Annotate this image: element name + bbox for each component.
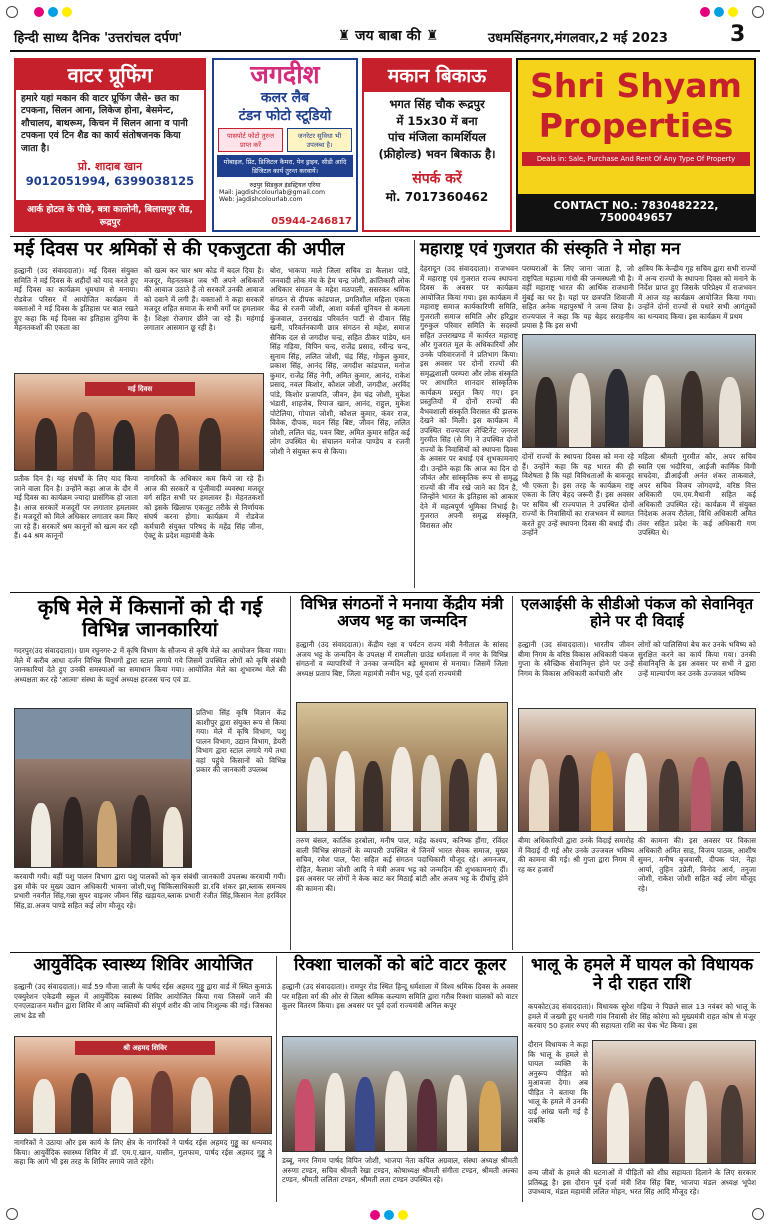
color-mark-icon [398,1210,408,1220]
headline-krishi: कृषि मेले में किसानों को दी गई विभिन्न जानकारियां [37,595,263,642]
lic-photo [518,708,756,832]
person-figure [307,757,327,831]
person-figure [605,369,629,447]
person-figure [643,375,665,447]
may-day-col3: बोरा, भाकपा माले जिला सचिव डा कैलाश पांडे, जनवादी लोक मंच के हेम चन्द्र जोशी, क्रांतिकारी लोक अधिकार संगठन के महेश मठपाली, ससरकर श्रमिक संगठन से दीपक कांडपाल, प्रगतिशील महिला एकता केंद्र से रजनी जोशी, आशा वर्कर्स यूनियन से कमला कुंजवाल, उत्तराखंड परिवर्तन पार्टी से दीवान सिंह खनी, परिवर्तनकामी छात्र संगठन से महेश, समाज सैनिक दल से जगदीश चन्द्र, सहित ठीकर पांडेय, धन सिंह गड़िया, विपिन चन्द, राजेंद्र प्रसाद, रवीन्द्र चन्द, सुनाम सिंह, ललित जोशी, चंद्र सिंह, गोकुल कुमार, प्रकाश सिंह, आनंद सिंह, जगदीश कांडपाल, मनोज कुमार, राजेंद्र सिंह नेगी, अमित कुमार, आनंद, राकेश प्रसाद, नवल किशोर, कौशल जोशी, जगदीश, अरविंद पांडे, किशोर प्रजापति, जीवन, हेम चंद्र जोशी, मुकेश भंडारी, शाहजेब, रियाज खान, आनंद, राहुल, मुकेश पोटेलिया, गोपाल जोशी, कौशल कुमार, कंवर राज, विवेक, दीपक, मदन सिंह बिष्ट, जीवन सिंह, ललित जोशी, ललित चंद्र, पवन बिष्ट, अमित कुमार सहित कई लोग उपस्थित थे। संचालन मनोज पाण्डेय व रजनी जोशी ने संयुक्त रूप से किया। [270,266,410,456]
bhalu-lead: कपकोट(उद संवाददाता)। विधायक सुरेश गड़िया ने पिछले साल 13 नवंबर को भालू के हमले में जख्मी हुए धनारी गांव निवासी शेर सिंह कोरंगा को मुख्यमंत्री राहत कोष से मंजूर करवाए 50 हजार रुपए की सहायता राशि का चेक भेंट किया। इस [528,1002,756,1030]
headline-birthday: विभिन्न संगठनों ने मनाया केंद्रीय मंत्री अजय भट्ट का जन्मदिन [300,595,504,631]
ad-jagdish [212,58,358,232]
person-figure [535,377,557,447]
bhalu-photo [592,1040,756,1164]
paper-name: हिन्दी साध्य दैनिक 'उत्तरांचल दर्पण' [14,31,183,46]
maharashtra-col3b: महिला श्रीमती गुरमीत कौर, अपर सचिव स्वाति एस भदौरिया, आईजी कार्मिक विमी सचदेवा, डीआईजी अनंत शंकर ताकवाले, अपर सचिव विजय जोगदण्डे, वरिष्ठ वित्त अधिकारी एम.एम.मैथानी सहित कई अधिकारी उपस्थित रहे। कार्यक्रम में संयुक्त निदेशक अजय रौतेला, विधि अधिकारी अमित तंवर सहित प्रदेश के कई अधिकारी गण उपस्थित थे। [638,452,756,537]
person-figure [559,755,579,831]
ad-jagdish-email: Mail: jagdishcolourlab@gmail.com [219,189,326,196]
may-day-photo [14,373,264,471]
person-figure [391,747,413,831]
birthday-names: तरुण बंसल, कार्तिक हरबोला, मनीष पाल, महेंद्र कश्यप, कनिष्क हौंगा, रविंदर बाली विभिन्न संगठनों के व्यापारी उपस्थित थे जिनमें भारत सेवक समाज, मुख्य सचिव, रमेश पाल, पैरा सहित कई संगठन पदाधिकारी मौजूद रहे। अमनजय, रोहित, कैलाश जोशी आदि ने मंत्री अजय भट्ट को जन्मदिन की शुभकामनाएं दीं। इस अवसर पर लोगों ने केक काट कर मिठाई बांटी और अजय भट्ट के दीर्घायु होने की कामना की। [296,836,508,893]
person-figure [625,753,647,831]
may-day-banner: मई दिवस [85,382,195,396]
ayurved-lead: हल्द्वानी (उद संवाददाता)। वार्ड 59 गौजा जाली के पार्षद रईस अहमद गुड्डू द्वारा वार्ड में स्थित कुमाऊं एक्युरेशन एकेडमी स्कूल में आयुर्वेदिक स्वास्थ्य शिविर आयोजित किया गया जिसमें जानें की एनएलडाजन मशीन द्वारा शिविर में आए व्यक्तियों की संपूर्ण शरीर की जांच निःशुल्क की गई। जिसका लाभ ढेड सौ [14,982,272,1020]
person-figure [199,418,221,470]
lic-col2b: की कामना की। इस अवसर पर विकास अधिकारी अमित साह, विजय पाठक, आशीष सुमन, मनीष बृजवासी, दीपक पंत, नेहा आर्या, तुहिन उप्रेती, विनोद आर्य, तनुजा जोशी, राकेश जोशी सहित कई लोग मौजूद रहे। [638,836,756,893]
person-figure [163,807,183,867]
person-figure [591,751,613,831]
emblem-icon: ♜ [337,28,351,44]
riksha-lead: हल्द्वानी (उद संवाददाता)। रामपुर रोड स्थित हिन्दू धर्मशाला में विश्व श्रमिक दिवस के अवसर पर महिला वर्ग की ओर से जिला श्रमिक कल्याण समिति द्वारा गरीब रिक्शा चालकों को वाटर कूलर वितरण किया। इस अवसर पर पूर्व दर्जा राज्यमंत्री अनिल कपूर [282,982,518,1010]
maharashtra-col2: परम्पराओं के लिए जाना जाता है, जो राष्ट्रपिता महात्मा गांधी की जन्मस्थली भी है। वहीं महाराष्ट्र भारत की आर्थिक राजधानी मुंबई का घर है। यहां पर छत्रपति शिवाजी सहित अनेक महापुरुषों ने जन्म लिया है। राज्यपाल ने कहा कि यह बेहद सराहनीय प्रयास है कि इस सभी [522,264,634,330]
person-figure [659,759,679,831]
person-figure [529,759,549,831]
lic-col2: लोगों को पालिसियां बेच कर उनके भविष्य को सुरक्षित करने का कार्य किया गया। उनकी सेवानिवृत्ति के इस अवसर पर सभी ने द्वारा उन्हें माल्यार्पण कर उनके उज्जवल भविष्य [638,640,756,678]
ad-house-line3: पांच मंजिला कामर्शियल [388,130,486,145]
ad-jagdish-box2: जनरेटर सुविधा भी उपलब्ध है। [287,128,352,152]
registration-mark-icon [6,1208,18,1220]
color-mark-icon [34,7,44,17]
maharashtra-col3: क्षत्रिय कि केन्द्रीय गृह सचिव द्वारा सभी राज्यों में अन्य राज्यों के स्थापना दिवस को मनाने के निर्देश प्राप्त हुए जिसके परिप्रेक्ष्य में राजभवन में आज यह कार्यक्रम आयोजित किया गया। उन्होंने दोनों राज्यों से पधारे सभी आगंतुकों का धन्यवाद किया। इस कार्यक्रम में प्रथम [638,264,756,321]
person-figure [325,1073,345,1151]
person-figure [71,1073,93,1133]
ad-shri-shyam [516,58,756,232]
ad-jagdish-services: मोबाइल, प्रिंट, डिजिटल कैमरा, पेन ड्राइव, सीडी आदि डिजिटल कार्य तुरन्त करवायें। [217,155,353,177]
maharashtra-col1: देहरादून (उद संवाददाता)। राजभवन में महाराष्ट्र एवं गुजरात राज्य स्थापना दिवस के अवसर पर कार्यक्रम आयोजित किया गया। इस कार्यक्रम में महाराष्ट्र समाज कार्यकारिणी समिति, गुजराती समाज समिति और हरिद्वार गुरुकुल परिवार समिति के सदस्यों सहित उत्तराखण्ड में कार्यरत महाराष्ट्र और गुजरात मूल के अधिकारियों और उनके परिवारजनों ने प्रतिभाग किया। इस अवसर पर दोनों राज्यों की समृद्धशाली परम्परा और लोक संस्कृति पर आधारित शानदार सांस्कृतिक कार्यक्रम प्रस्तुत किए गए। इन प्रस्तुतियों में दोनों राज्यों की वैभवशाली संस्कृति विरासत की झलक देखने को मिली। इस कार्यक्रम में उपस्थित राज्यपाल लेफ्टिनेंट जनरल गुरमीत सिंह (से नि) ने उपस्थित दोनों राज्यों के निवासियों को स्थापना दिवस के अवसर पर बधाई एवं शुभकामनाएं दी। उन्होंने कहा कि आज का दिन दो जीवंत और सांस्कृतिक रूप से समृद्ध राज्यों की नींव रखे जाने का दिन है, जिन्होंने भारत के इतिहास को आकार देने में महत्वपूर्ण भूमिका निभाई है। गुजरात अपनी समृद्ध संस्कृति, विरासत और [420,264,518,530]
may-day-col2b: नागरिकों के अधिकार कम किये जा रहे हैं। आज की सरकारें व पूंजीवादी व्यवस्था मजदूर वर्ग सहित सभी पर हमलावर हैं। मेहनतकशों को इसके खिलाफ एकजुट तरीके से निर्णायक संघर्ष करना होगा। कार्यक्रम में रोडवेज कर्मचारी संयुक्त परिषद के महेंद्र सिंह जीना, ऐक्टू के प्रदेश महामंत्री केके [144,474,264,540]
person-figure [723,761,743,831]
birthday-lead: हल्द्वानी (उद संवाददाता)। केंद्रीय रक्षा व पर्यटन राज्य मंत्री नैनीताल के सांसद अजय भट्ट के जन्मदिन के उपलक्ष में रामलीला ग्राउंड धर्मशाला में नगर के विभिन्न संगठनों व व्यापारियों ने उनका जन्मदिन बड़े धूमधाम से मनाया। जिसमें जिला अध्यक्ष प्रताप बिष्ट, जिला महामंत्री नवीन भट्ट, पूर्व दर्जा राज्यमंत्री [296,640,508,678]
ad-waterproofing-title: वाटर प्रूफिंग [16,60,204,90]
person-figure [131,795,151,867]
person-figure [363,761,383,831]
ad-house-line1: भगत सिंह चौक रूद्रपुर [389,97,485,111]
color-mark-icon [384,1210,394,1220]
krishi-photo [14,708,192,868]
person-figure [569,373,591,447]
ad-house-title: मकान बिकाऊ [364,60,510,92]
person-figure [447,1075,467,1151]
page-number: 3 [730,22,746,47]
person-figure [417,1079,437,1151]
person-figure [355,1077,375,1151]
ad-house-line2: में 15x30 में बना [396,113,478,128]
person-figure [31,803,51,867]
krishi-rest: करवायी गयी। वहीं पशु पालन विभाग द्वारा पशु पालकों को कृत्र संबंधी जानकारी उपलब्ध करवायी गयी। इस मौके पर मुख्य उद्यान अधिकारी भावना जोशी,पशु चिकित्साधिकारी डा.रवि शंकर झा,ब्लाक समन्वय प्रभारी नवनीत सिंह,गन्ना सुपर वाइजर जीवन सिंह खड़ायत,ब्लाक प्रभारी रंजीत सिंह,किसान नेता हरविंदर सिंह,डा.अजय पाण्डे सहित कई लोग मौजूद रहे। [14,872,286,910]
ad-waterproofing-phones: 9012051994, 6399038125 [25,174,195,189]
ad-jagdish-sub1: कलर लैब [260,90,310,106]
section-rule [10,952,760,953]
lic-col1b: बीमा अधिकारियों द्वारा उनके विदाई समारोह में विदाई दी गई और उनके उज्जवल भविष्य की कामना की गई। श्री गुप्ता द्वारा निगम में रह कर हजारों [518,836,634,874]
person-figure [97,801,117,867]
column-divider [414,240,415,588]
column-divider [522,956,523,1202]
person-figure [191,1077,213,1133]
column-divider [276,956,277,1202]
registration-mark-icon [752,6,764,18]
place-date: उधमसिंहनगर,मंगलवार,2 मई 2023 [488,31,668,46]
person-figure [73,412,95,470]
photo-sky [15,709,191,759]
ad-jagdish-sub2: टंडन फोटो स्टूडियो [238,108,332,124]
ad-waterproofing-text: हमारे यहां मकान की वाटर प्रूफिंग जैसे- छत का टपकना, सिलन आना, लिकेज होना, बेसमेन्ट, शौचालय, बाथरूम, किचन में सिलन आना व पानी टपकना एवं टिन शैड का कार्य संतोषजनक किया जाता है। [21,93,188,154]
ad-house-for-sale [362,58,512,232]
ayurved-photo [14,1036,272,1134]
may-day-col1: हल्द्वानी (उद संवाददाता)। मई दिवस संयुक्त समिति ने मई दिवस के शहीदों को याद करते हुए मई दिवस का कार्यक्रम धूमधाम से मनाया। रोडवेज परिसर में आयोजित कार्यक्रम में वक्ताओं ने मई दिवस के इतिहास पर बात रखते हुए कहा कि मई दिवस का इतिहास दुनिया के मेहनतकशों की एकता का [14,266,138,332]
bhalu-side: दौरान विधायक ने कहा कि भालू के हमले से घायल व्यक्ति के अनुरूप पीड़ित को मुआवजा देगा। अब पीड़ित ने बताया कि भालू के हमले में उनकी दाईं आंख चली गई है जबकि [528,1040,588,1125]
registration-mark-icon [752,1208,764,1220]
person-figure [335,751,355,831]
may-day-col2: को खत्म कर चार श्रम कोड में बदल दिया है। मजदूर, मेहनतकश जब भी अपने अधिकारों की आवाज उठाते हैं तो सरकारें उनकी आवाज को दबाने में लगी हैं। वक्ताओं ने कहा सरकारें मजदूर शहित समाज के सभी वर्गों पर हमलावर है। शिक्षा रोजगार छीने जा रहे हैं। महंगाई लगातार आसमान छू रही है। [144,266,264,332]
riksha-tail: डब्बू, नगर निगम पार्षद विपिन जोशी, भाजपा नेता कपिल अग्रवाल, संस्था अध्यक्ष श्रीमती अरुणा टण्डन, सचिव श्रीमती रेखा टण्डन, कोषाध्यक्ष श्रीमती संगीता टण्डन, श्रीमती अल्का टण्डन, श्रीमती ललिता टण्डन, श्रीमती लता टण्डन उपस्थित रहे। [282,1156,518,1184]
color-mark-icon [728,7,738,17]
maharashtra-col2b: दोनों राज्यों के स्थापना दिवस को मना रहे हैं। उन्होंने कहा कि यह भारत की ही विशेषता है कि यहां विविधताओं के बावजूद भी एकता है। इस तरह के कार्यक्रम राष्ट्र एकता के लिए बेहद जरूरी हैं। इस अवसर पर सचिव श्री राज्यपाल ने उपस्थित दोनों राज्यों के निवासियों का राजभवन में स्वागत करते हुए उन्हें स्थापना दिवस की बधाई दी। उन्होंने [522,452,634,537]
color-mark-icon [700,7,710,17]
color-mark-icon [48,7,58,17]
person-figure [681,371,703,447]
person-figure [607,1083,629,1163]
person-figure [421,755,441,831]
ad-house-phone: मो. 7017360462 [385,189,489,204]
section-rule [10,592,760,593]
color-mark-icon [714,7,724,17]
ad-waterproofing [14,58,206,232]
person-figure [155,414,179,470]
column-divider [512,596,513,950]
masthead-rule [10,50,760,52]
headline-ayurved: आयुर्वेदिक स्वास्थ्य शिविर आयोजित [33,955,253,975]
ad-waterproofing-address: आर्क होटल के पीछे, बत्रा कालोनी, बिलासपुर रोड, रूद्रपुर [16,200,204,230]
masthead-center-text: जय बाबा की [355,28,421,44]
ayurved-banner: श्री अहमद शिविर [75,1041,215,1055]
ad-house-line4: (फ्रीहोल्ड) भवन बिकाऊ है। [378,147,496,162]
ayurved-tail: नागरिकों ने उठाया और इस कार्य के लिए क्षेत्र के नागरिकों ने पार्षद रईस अहमद गुड्डू का धन्यवाद किया। आयुर्वेदिक स्वास्थ्य शिविर में डॉ. एम.ए.खान, यासीन, गुलफाम, पार्षद रईस अहमद गुड्डू ने कहा कि आगे भी इस तरह के शिविर लगाये जाते रहेंगे। [14,1138,272,1166]
ad-jagdish-address: रुद्रपुर सिडकुल इंडस्ट्रियल एरिया [249,182,321,189]
riksha-photo [282,1036,518,1152]
headline-maharashtra: महाराष्ट्र एवं गुजरात की संस्कृति ने मोहा मन [420,239,681,258]
person-figure [645,1077,669,1163]
person-figure [151,1071,173,1133]
person-figure [63,797,83,867]
color-mark-icon [370,1210,380,1220]
person-figure [719,377,741,447]
person-figure [35,418,57,470]
headline-may-day: मई दिवस पर श्रमिकों से की एकजुटता की अपील [14,239,345,260]
birthday-photo [296,702,508,832]
ad-jagdish-web: Web: jagdishcolourlab.com [219,196,303,203]
registration-mark-icon [6,6,18,18]
headline-bhalu: भालू के हमले में घायल को विधायक ने दी राहत राशि [530,955,754,995]
column-divider [290,596,291,950]
ad-jagdish-phone: 05944-246817 [271,216,352,227]
person-figure [685,1081,707,1163]
person-figure [477,753,497,831]
person-figure [113,420,135,470]
person-figure [33,1079,55,1133]
color-mark-icon [62,7,72,17]
person-figure [385,1071,407,1151]
krishi-side: प्रतिभा सिंह कृषि विज्ञान केंद्र काशीपुर द्वारा संयुक्त रूप से किया गया। मेले में कृषि विभाग, पशु पालन विभाग, उद्यान विभाग, डेयरी विभाग द्वारा स्टाल लगाये गये तथा वहां पहुंचे किसानों को विभिन्न प्रकार की जानकारी उपलब्ध [196,708,286,774]
person-figure [229,1075,251,1133]
bhalu-tail: वन्य जीवों के हमले की घटनाओं में पीड़ितों को शीघ्र सहायता दिलाने के लिए सरकार प्रतिबद्ध है। इस दौरान पूर्व दर्जा मंत्री शिव सिंह बिष्ट, भाजपा मंडल अध्यक्ष भूपेश उपाध्याय, मंडल महामंत्री ललित मोहन, भरत सिंह आदि मौजूद रहे। [528,1168,756,1196]
person-figure [295,1079,315,1151]
lic-col1: हल्द्वानी (उद संवाददाता)। भारतीय जीवन बीमा निगम के वरिष्ठ विकास अधिकारी पंकज गुप्ता के स्वैच्छिक सेवानिवृत्त होने पर उन्हें निगम के विकास अधिकारी कर्मचारी और [518,640,634,678]
ad-jagdish-title: जगदीश [250,60,320,89]
person-figure [721,1085,743,1163]
headline-lic: एलआईसी के सीडीओ पंकज को सेवानिवृत होने पर दी विदाई [520,595,754,630]
ads-rule [10,236,760,237]
person-figure [479,1081,501,1151]
person-figure [111,1077,133,1133]
maharashtra-photo [522,334,756,448]
ad-shyam-title1: Shri Shyam [530,66,742,105]
headline-riksha: रिक्शा चालकों को बांटे वाटर कूलर [293,955,507,975]
ad-waterproofing-name: प्रो. शादाब खान [77,160,143,174]
ad-shyam-tagline: Deals in: Sale, Purchase And Rent Of Any Type Of Property [522,152,750,166]
masthead-center [318,26,458,45]
person-figure [449,759,469,831]
ad-jagdish-box1: पासपोर्ट फोटो तुरन्त प्राप्त करें [218,128,283,152]
emblem-icon: ♜ [425,28,439,44]
ad-house-contact-label: संपर्क करें [412,170,462,187]
krishi-lead: गदरपुर(उद संवाददाता)। ग्राम रघुनगर-2 में कृषि विभाग के सौजन्य से कृषि मेले का आयोजन किया गया। मेले में करीब आधा दर्जन विभिन्न विभागों द्वारा स्टाल लगाये गये जिसमें उपस्थित लोगों को कृषि संबंधी जानकारियां देते हुए उनकी समस्याओं का समाधान किया गया। आयोजित मेले का शुभारम्भ मेले की अध्यक्षता कर रहे 'आत्मा' संस्था के चतुर्थ अध्यक्ष हरजस चन्द एवं डा. [14,646,286,684]
person-figure [691,757,711,831]
ad-shyam-title2: Properties [538,106,734,145]
ad-shyam-contact: CONTACT NO.: 7830482222, 7500049657 [518,194,754,230]
may-day-col1b: प्रतीक दिन है। यह संघर्षों के लिए याद किया जाने वाला दिन है। उन्होंने कहा आज के दौर में मई दिवस का कार्यक्रम ज्यादा प्रासंगिक हो जाता है। आज सरकारें मजदूरों पर लगातार हमलावर हैं। मजदूरों को मिले अधिकार लगातार कम किए जा रहे हैं। सरकारें श्रम कानूनों को खत्म कर रही हैं। 44 श्रम कानूनों [14,474,138,540]
